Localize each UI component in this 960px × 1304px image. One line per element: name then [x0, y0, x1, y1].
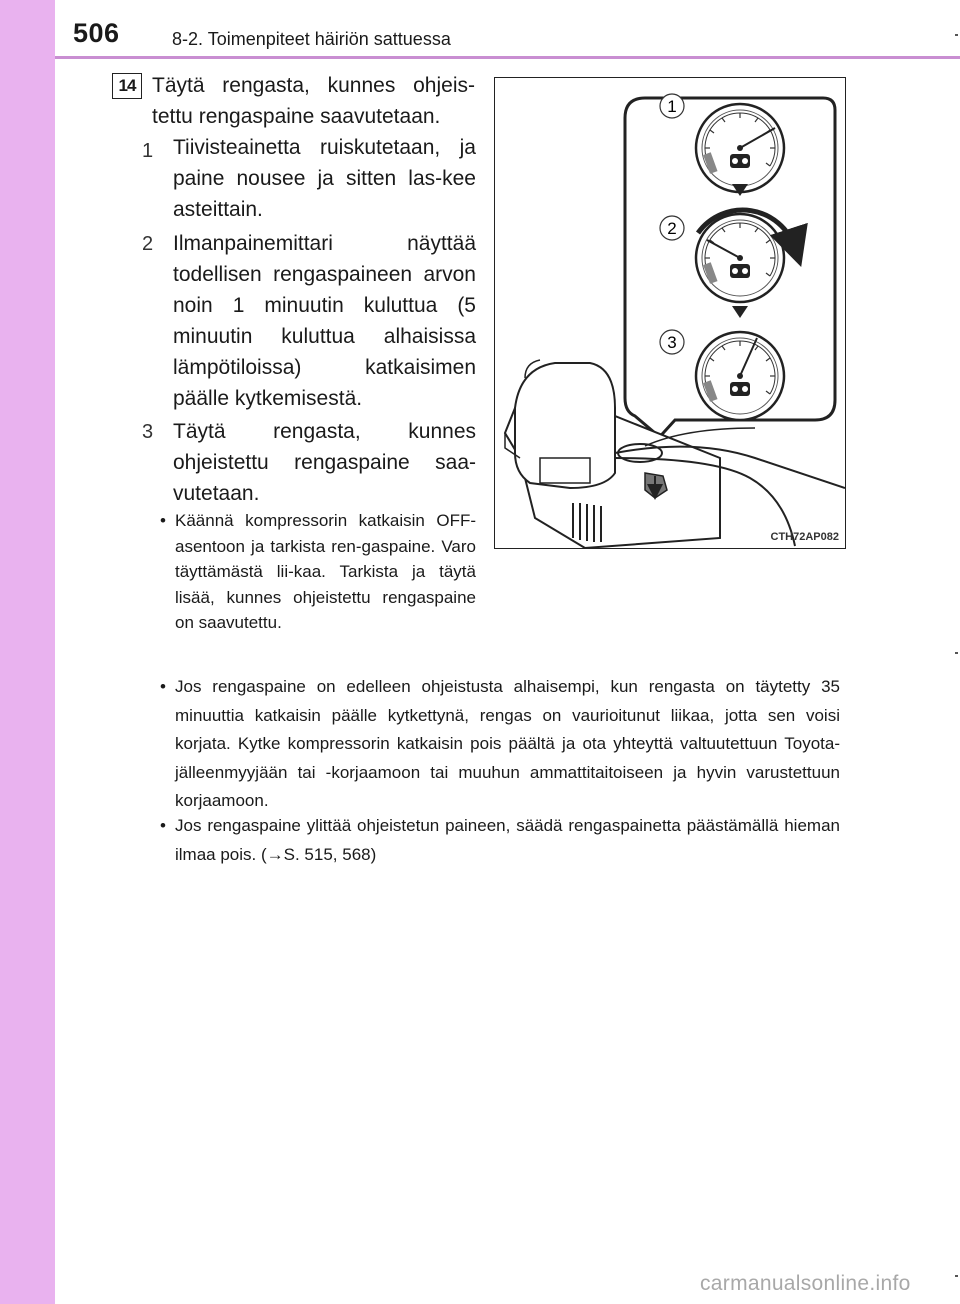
sidebar-band — [0, 0, 55, 1304]
bullet-text: Jos rengaspaine on edelleen ohjeistusta alhaisempi, kun rengasta on täytetty 35 minuuttia katkaisin päälle kytkettynä, rengas on vaurioitunut liikaa, jotta sen voisi korjata. Kytke kompressorin katkaisin pois päältä ja ota yhteyttä valtuutettuun Toyota-jälleenmyyjään tai -korjaamoon tai muuhun ammattitaitoiseen ja hyvin varustettuun korjaamoon. — [175, 677, 840, 810]
page-number: 506 — [73, 18, 120, 48]
bullet-item — [160, 673, 840, 816]
step-number-badge: 14 — [112, 73, 142, 99]
callout-1: 1 — [667, 97, 677, 116]
substep-number: 3 — [142, 421, 154, 443]
substep-number: 1 — [142, 140, 154, 162]
crop-mark — [955, 34, 958, 36]
watermark: carmanualsonline.info — [700, 1272, 911, 1295]
bullet-dot: • — [160, 816, 166, 835]
bullet-text: Käännä kompressorin katkaisin OFF-asentoon ja tarkista ren-gaspaine. Varo täyttämästä lii-kaa. Tarkista ja täytä lisää, kunnes ohjeistettu rengaspaine on saavutettu. — [175, 511, 476, 632]
substep-text: Tiivisteainetta ruiskutetaan, ja paine nousee ja sitten las-kee asteittain. — [173, 136, 476, 221]
compressor-illustration — [494, 77, 846, 549]
section-title: 8-2. Toimenpiteet häiriön sattuessa — [172, 29, 451, 49]
bullet-item — [160, 812, 840, 869]
bullet-dot: • — [160, 511, 166, 530]
substep-text: Täytä rengasta, kunnes ohjeistettu rengaspaine saa-vutetaan. — [173, 420, 476, 505]
bullet-text: Jos rengaspaine ylittää ohjeistetun paineen, säädä rengaspainetta päästämällä hieman ilmaa pois. (→S. 515, 568) — [175, 816, 840, 864]
substep-text: Ilmanpainemittari näyttää todellisen rengaspaineen arvon noin 1 minuutin kuluttua (5 minuutin kuluttua alhaisissa lämpötiloissa) katkaisimen päälle kytkemisestä. — [173, 232, 476, 410]
substep-number: 2 — [142, 233, 154, 255]
illustration-drawing — [495, 78, 846, 549]
crop-mark — [955, 652, 958, 654]
callout-3: 3 — [667, 333, 677, 352]
header-divider — [55, 56, 960, 59]
crop-mark — [955, 1275, 958, 1277]
step-instruction: Täytä rengasta, kunnes ohjeis-tettu rengaspaine saavutetaan. — [152, 74, 475, 128]
figure-code: CTH72AP082 — [770, 531, 839, 543]
bullet-dot: • — [160, 677, 166, 696]
callout-2: 2 — [667, 219, 677, 238]
bullet-item — [160, 508, 476, 636]
